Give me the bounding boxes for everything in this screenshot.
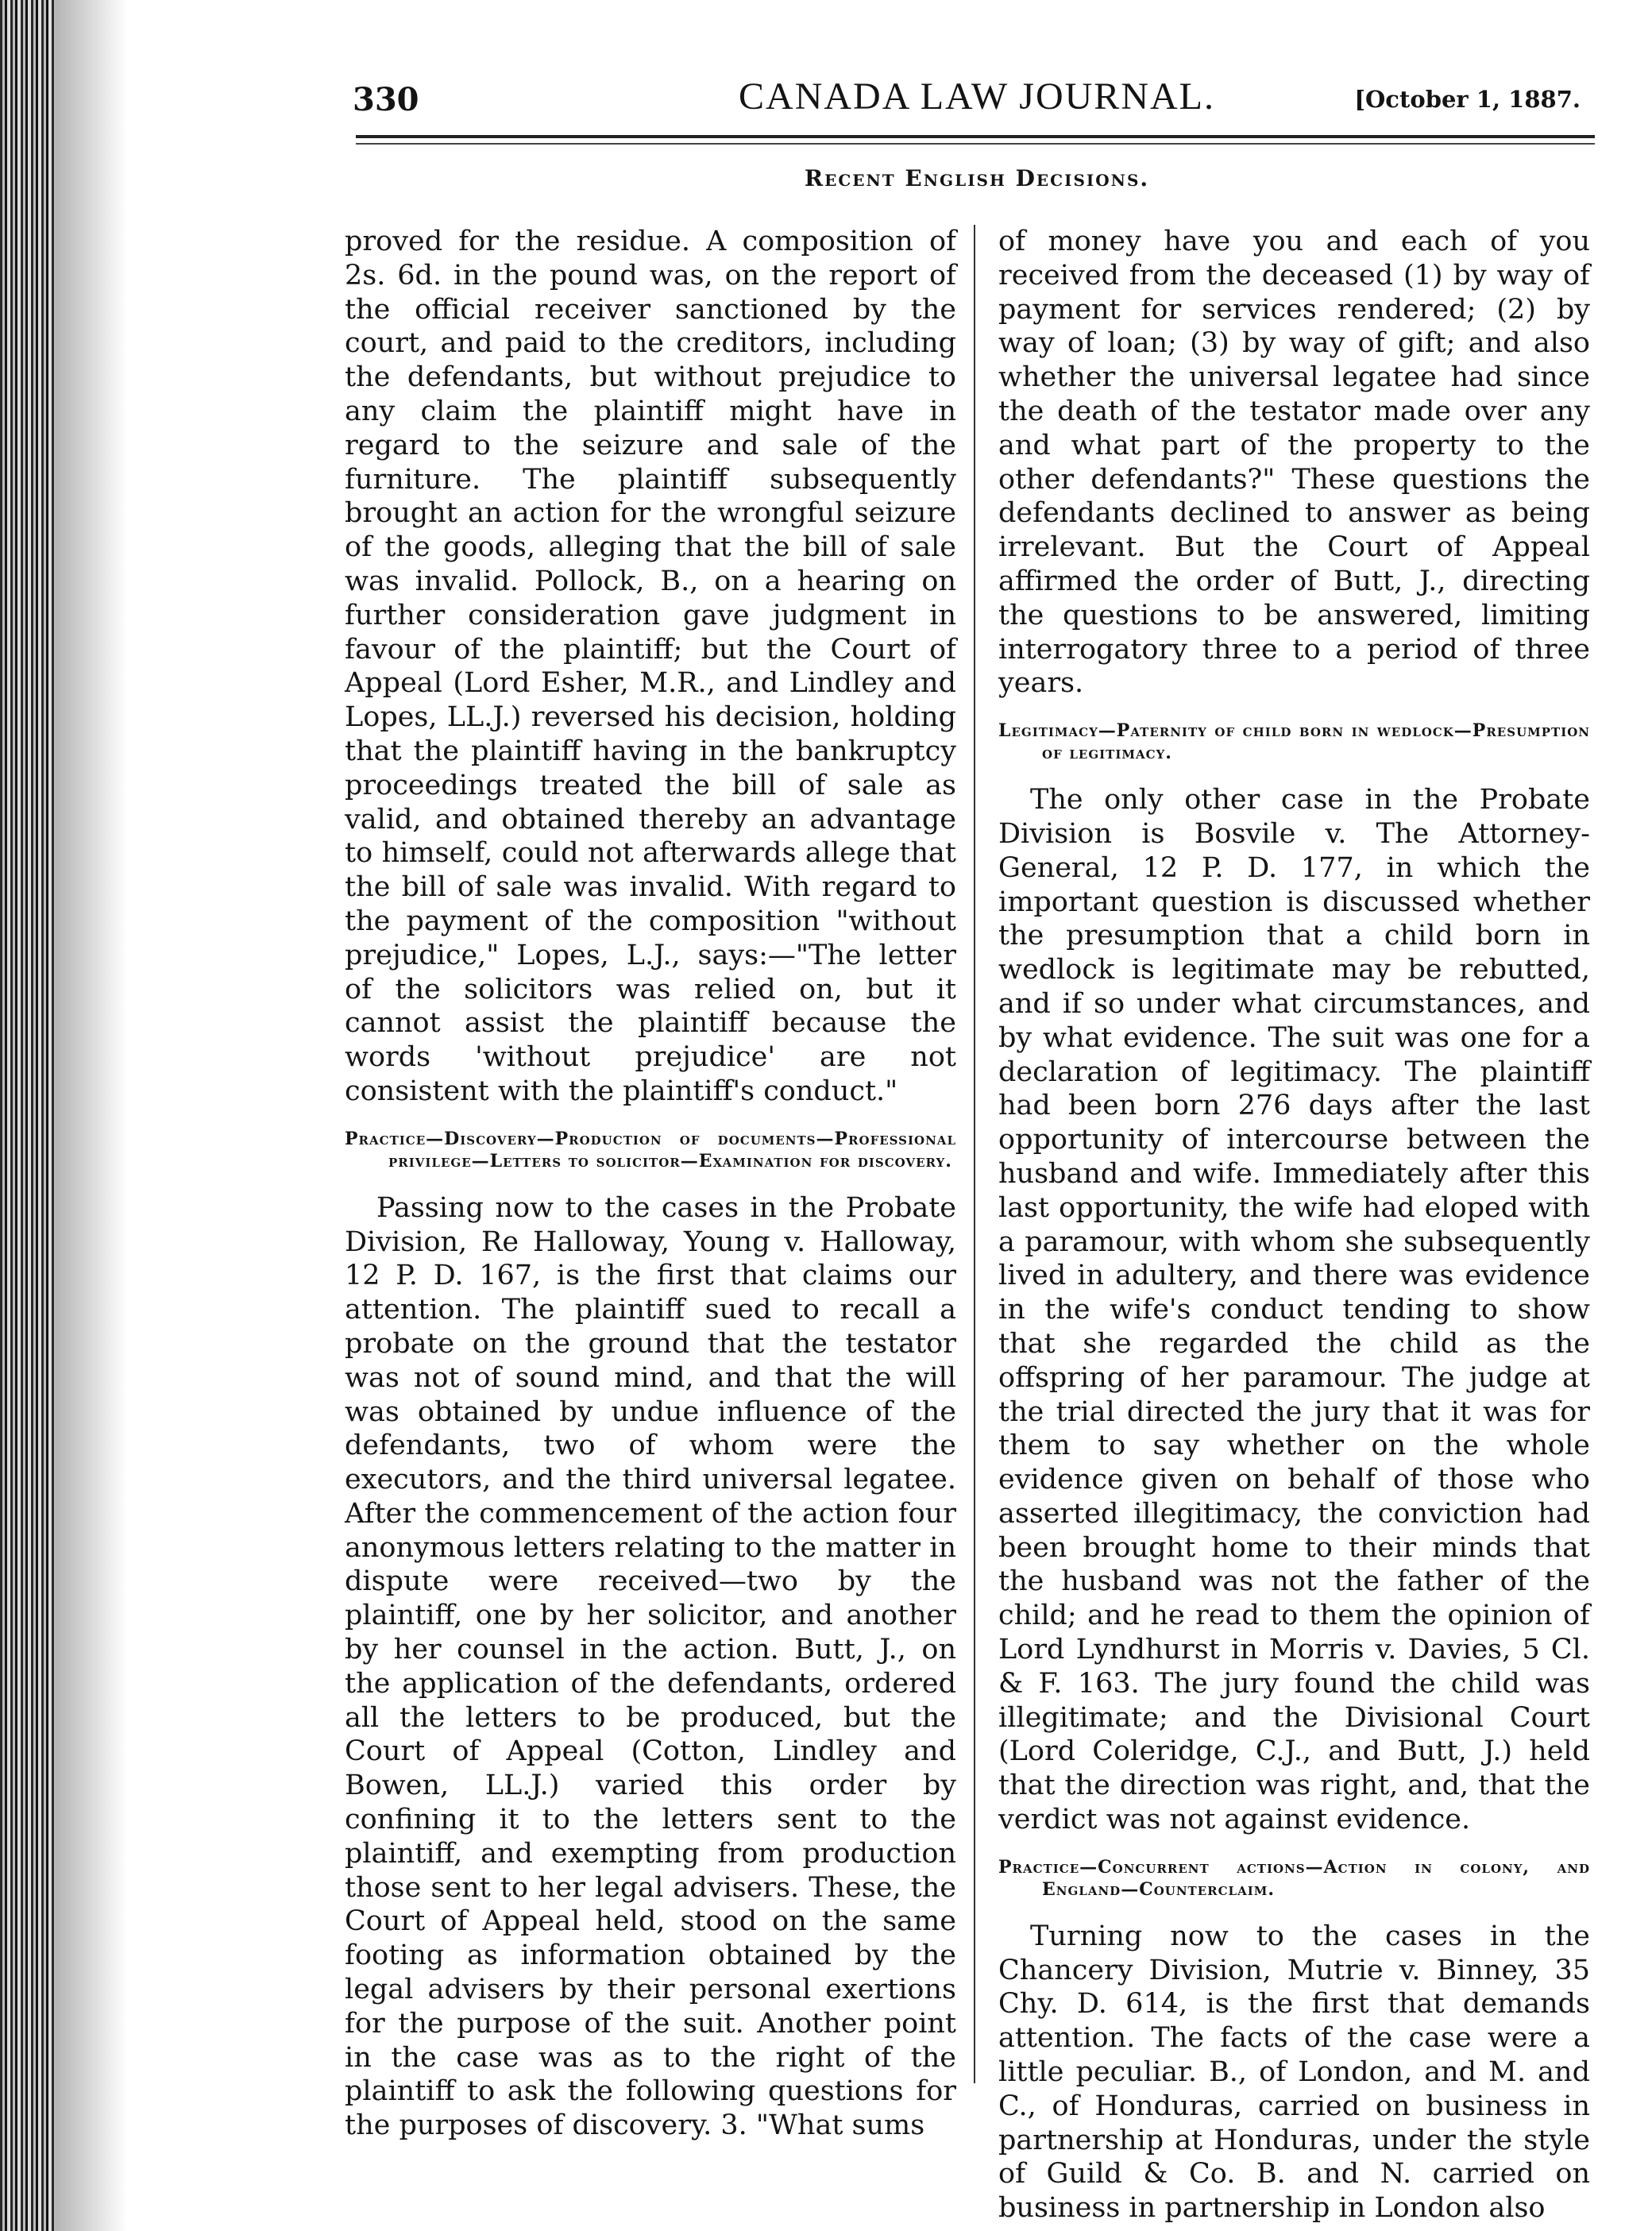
header-rule <box>356 135 1595 138</box>
right-column <box>998 225 1590 2225</box>
right-paragraph-1: of money have you and each of you received from the deceased (1) by way of payment for services rendered; (2) by way of loan; (3) by way of gift; and also whether the universal legatee had since the death of the testator made over any and what part of the property to the other defendants?" These questions the defendants declined to answer as being irrelevant. But the Court of Appeal affirmed the order of Butt, J., directing the questions to be answered, limiting interrogatory three to a period of three years. <box>998 226 1590 700</box>
right-paragraph-3: Turning now to the cases in the Chancery Division, Mutrie v. Binney, 35 Chy. D. 614, is the first that demands attention. The facts of the case were a little peculiar. B., of London, and M. and C., of Honduras, carried on business in partnership at Honduras, under the style of Guild & Co. B. and N. carried on business in partnership in London also <box>998 1920 1590 2225</box>
left-paragraph-1: proved for the residue. A composition of 2s. 6d. in the pound was, on the report of the official receiver sanctioned by the court, and paid to the creditors, including the defendants, but without prejudice to any claim the plaintiff might have in regard to the seizure and sale of the furniture. The plaintiff subsequently brought an action for the wrongful seizure of the goods, alleging that the bill of sale was invalid. Pollock, B., on a hearing on further consideration gave judgment in favour of the plaintiff; but the Court of Appeal (Lord Esher, M.R., and Lindley and Lopes, LL.J.) reversed his decision, holding that the plaintiff having in the bankruptcy proceedings treated the bill of sale as valid, and obtained thereby an advantage to himself, could not afterwards allege that the bill of sale was invalid. With regard to the payment of the composition "without prejudice," Lopes, L.J., says:—"The letter of the solicitors was relied on, but it cannot assist the plaintiff because the words 'without prejudice' are not consistent with the plaintiff's conduct." <box>345 226 956 1107</box>
left-paragraph-2: Passing now to the cases in the Probate Division, Re Halloway, Young v. Halloway, 12 P. D. 167, is the first that claims our attention. The plaintiff sued to recall a probate on the ground that the testator was not of sound mind, and that the will was obtained by undue influence of the defendants, two of whom were the executors, and the third universal legatee. After the commencement of the action four anonymous letters relating to the matter in dispute were received—two by the plaintiff, one by her solicitor, and another by her counsel in the action. Butt, J., on the application of the defendants, ordered all the letters to be produced, but the Court of Appeal (Cotton, Lindley and Bowen, LL.J.) varied this order by confining it to the letters sent to the plaintiff, and exempting from production those sent to her legal advisers. These, the Court of Appeal held, stood on the same footing as information obtained by the legal advisers by their personal exertions for the purpose of the suit. Another point in the case was as to the right of the plaintiff to ask the following questions for the purposes of discovery. 3. "What sums <box>345 1191 956 2142</box>
scan-edge <box>0 0 56 2231</box>
header-rule-thin <box>356 143 1595 145</box>
running-head: Recent English Decisions. <box>804 165 1150 191</box>
left-column <box>345 225 956 2143</box>
right-paragraph-2: The only other case in the Probate Division is Bosvile v. The Attorney-General, 12 P. D. 177, in which the important question is discussed whether the presumption that a child born in wedlock is legitimate may be rebutted, and if so under what circumstances, and by what evidence. The suit was one for a declaration of legitimacy. The plaintiff had been born 276 days after the last opportunity of intercourse between the husband and wife. Immediately after this last opportunity, the wife had eloped with a paramour, with whom she subsequently lived in adultery, and there was evidence in the wife's conduct tending to show that she regarded the child as the offspring of her paramour. The judge at the trial directed the jury that it was for them to say whether on the whole evidence given on behalf of those who asserted illegitimacy, the conviction had been brought home to their minds that the husband was not the father of the child; and he read to them the opinion of Lord Lyndhurst in Morris v. Davies, 5 Cl. & F. 163. The jury found the child was illegitimate; and the Divisional Court (Lord Coleridge, C.J., and Butt, J.) held that the direction was right, and, that the verdict was not against evidence. <box>998 784 1590 1836</box>
page-number: 330 <box>353 81 419 118</box>
left-section-heading: Practice—Discovery—Production of documents—Professional privilege—Letters to solicitor—Examination for discovery. <box>345 1128 956 1171</box>
column-divider <box>974 225 975 2083</box>
scan-shadow <box>56 0 127 2231</box>
right-section-heading-1: Legitimacy—Paternity of child born in wedlock—Presumption of legitimacy. <box>998 720 1590 764</box>
page-header <box>349 73 1604 121</box>
right-section-heading-2: Practice—Concurrent actions—Action in colony, and England—Counterclaim. <box>998 1856 1590 1900</box>
journal-title: CANADA LAW JOURNAL. <box>739 75 1215 118</box>
issue-date: [October 1, 1887. <box>1354 86 1581 113</box>
